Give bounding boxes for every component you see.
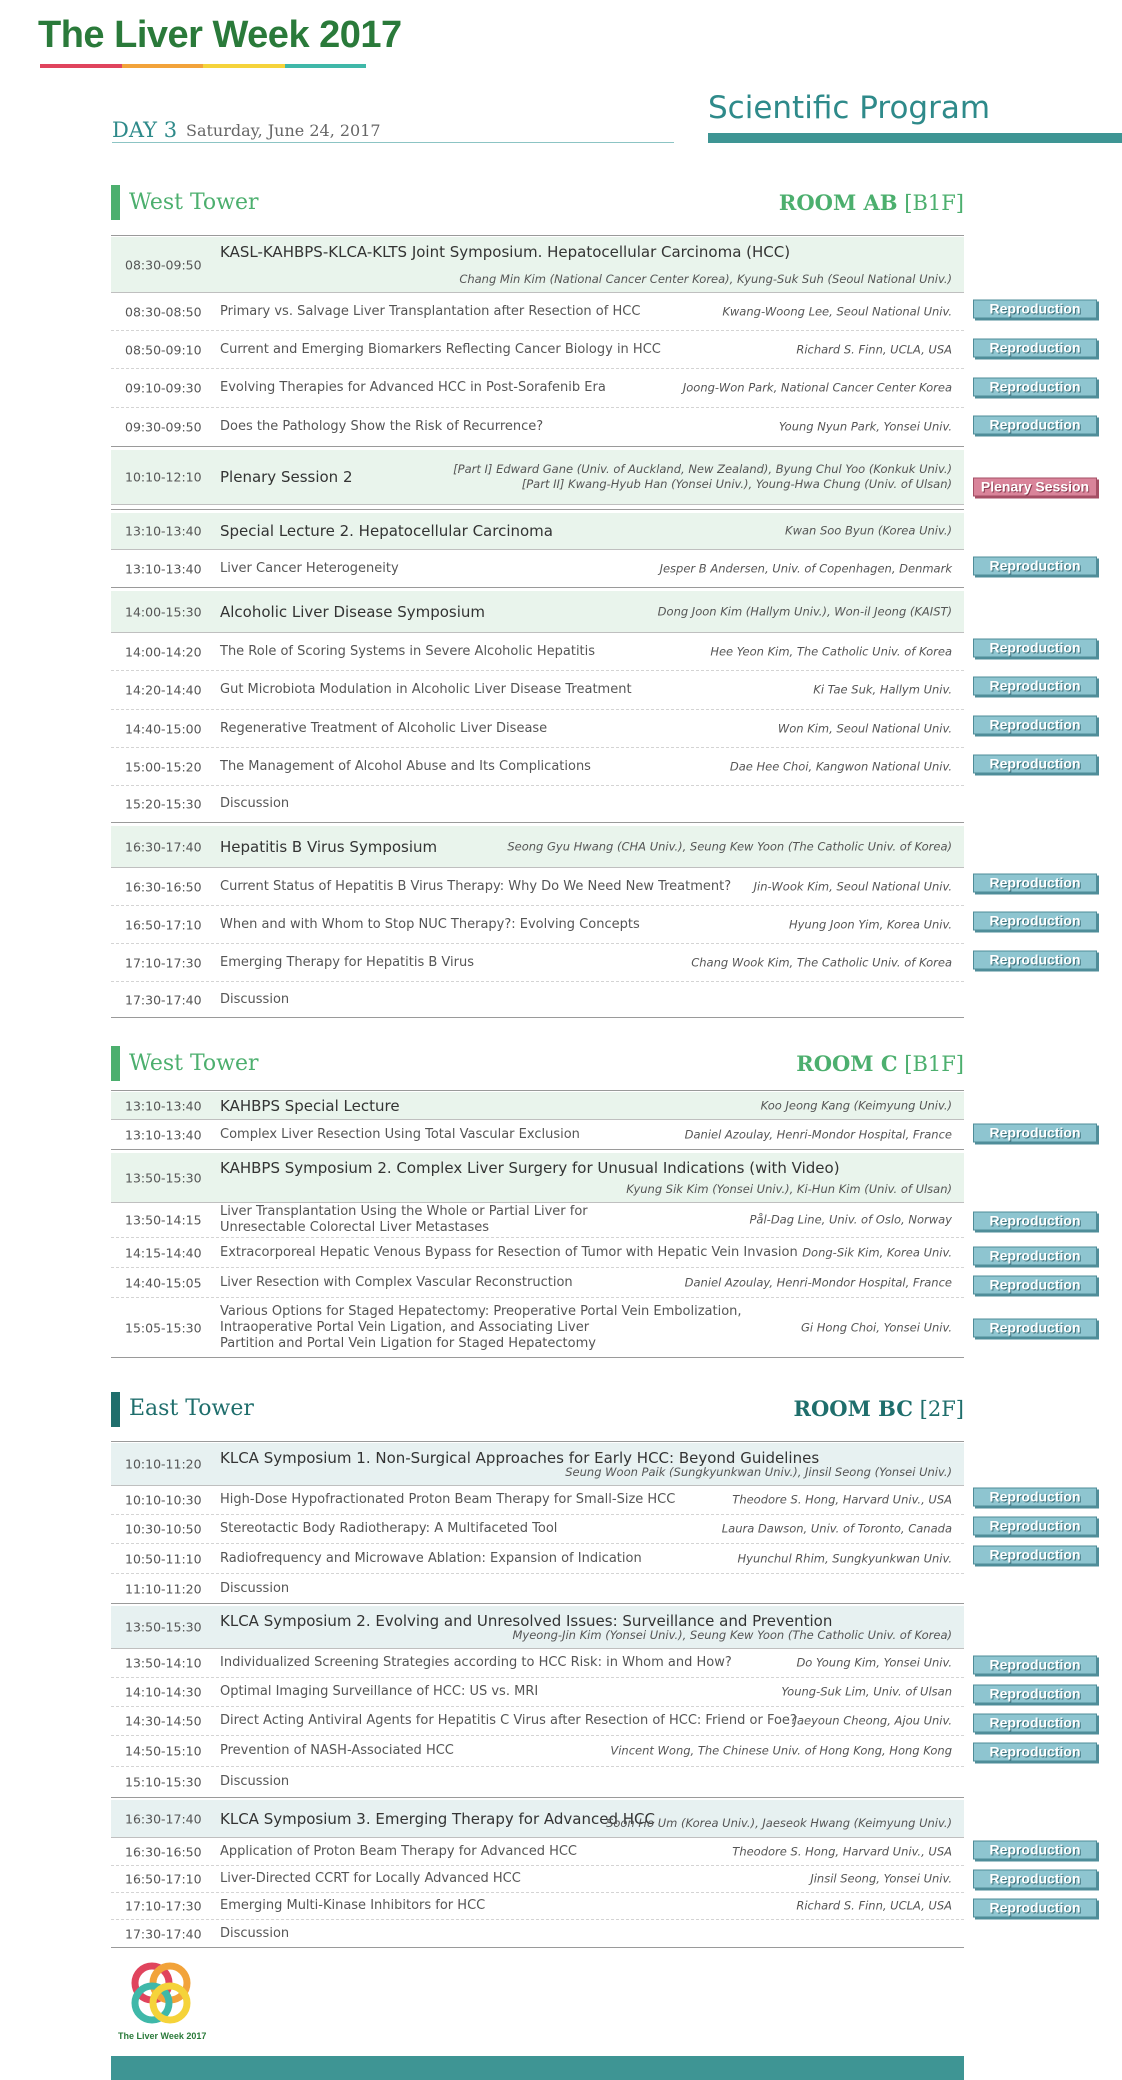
session-chairs: Dong Joon Kim (Hallym Univ.), Won-il Jeong (KAIST): [657, 604, 952, 618]
talk-speaker: Jinsil Seong, Yonsei Univ.: [810, 1871, 952, 1886]
talk-row: [111, 1574, 964, 1603]
talk-title: Optimal Imaging Surveillance of HCC: US vs. MRI: [220, 1684, 539, 1699]
talk-title: Current Status of Hepatitis B Virus Therapy: Why Do We Need New Treatment?: [220, 878, 732, 894]
session-chairs: Chang Min Kim (National Cancer Center Korea), Kyung-Suk Suh (Seoul National Univ.): [459, 272, 952, 286]
talk-speaker: Theodore S. Hong, Harvard Univ., USA: [732, 1844, 952, 1858]
talk-row: [111, 906, 964, 944]
talk-title: Complex Liver Resection Using Total Vascular Exclusion: [220, 1126, 580, 1142]
session-title: KLCA Symposium 3. Emerging Therapy for Advanced HCC: [220, 1809, 655, 1828]
talk-title: Liver Cancer Heterogeneity: [220, 560, 399, 576]
talk-speaker: Theodore S. Hong, Harvard Univ., USA: [732, 1492, 952, 1507]
section-tower: West Tower: [129, 1051, 259, 1076]
reproduction-button[interactable]: Reproduction: [973, 1212, 1097, 1231]
session-header-row: [111, 591, 964, 633]
session-chairs: Seung Woon Paik (Sungkyunkwan Univ.), Jinsil Seong (Yonsei Univ.): [565, 1465, 952, 1479]
day-divider: [112, 142, 674, 143]
talk-row: [111, 293, 964, 331]
talk-time: 13:50-14:10: [125, 1655, 202, 1671]
talk-speaker: Richard S. Finn, UCLA, USA: [796, 1898, 952, 1913]
session-time: 08:30-09:50: [125, 257, 202, 272]
talk-title: Does the Pathology Show the Risk of Recurrence?: [220, 419, 544, 434]
reproduction-button[interactable]: Reproduction: [973, 378, 1097, 397]
talk-title: Gut Microbiota Modulation in Alcoholic Liver Disease Treatment: [220, 682, 632, 697]
brand-color-segment: [122, 64, 204, 68]
talk-speaker: Young-Suk Lim, Univ. of Ulsan: [781, 1684, 952, 1699]
talk-speaker: Gi Hong Choi, Yonsei Univ.: [801, 1320, 952, 1334]
talk-speaker: Hee Yeon Kim, The Catholic Univ. of Korea: [710, 644, 952, 658]
talk-time: 11:10-11:20: [125, 1581, 202, 1596]
talk-speaker: Dae Hee Choi, Kangwon National Univ.: [729, 759, 952, 773]
talk-row: [111, 1866, 964, 1893]
talk-title-line-1: Liver Transplantation Using the Whole or Partial Liver for: [220, 1204, 588, 1219]
section-divider: [111, 446, 964, 447]
session-header-row: [111, 1800, 964, 1838]
reproduction-button[interactable]: Reproduction: [973, 1517, 1097, 1536]
talk-time: 10:50-11:10: [125, 1551, 202, 1566]
talk-row: [111, 369, 964, 408]
talk-speaker: Dong-Sik Kim, Korea Univ.: [802, 1245, 952, 1259]
talk-time: 16:30-16:50: [125, 1844, 202, 1859]
talk-time: 16:30-16:50: [125, 879, 202, 894]
talk-row: [111, 748, 964, 786]
talk-speaker: Daniel Azoulay, Henri-Mondor Hospital, France: [684, 1127, 952, 1141]
talk-row: [111, 982, 964, 1017]
talk-row: [111, 868, 964, 906]
talk-time: 14:20-14:40: [125, 682, 202, 698]
talk-time: 14:40-15:00: [125, 721, 202, 736]
talk-title: Extracorporeal Hepatic Venous Bypass for Resection of Tumor with Hepatic Vein Invasion: [220, 1244, 798, 1260]
reproduction-button[interactable]: Reproduction: [973, 1870, 1097, 1889]
section-divider: [111, 587, 964, 588]
talk-row: [111, 1767, 964, 1797]
reproduction-button[interactable]: Reproduction: [973, 416, 1097, 435]
talk-row: [111, 1544, 964, 1574]
session-title: KASL-KAHBPS-KLCA-KLTS Joint Symposium. Hepatocellular Carcinoma (HCC): [220, 243, 791, 261]
section-divider: [111, 509, 964, 510]
section-divider: [111, 1017, 964, 1018]
chairs-part-2: [Part II] Kwang-Hyub Han (Yonsei Univ.), Young-Hwa Chung (Univ. of Ulsan): [521, 477, 952, 491]
brand-color-segment: [203, 64, 285, 68]
brand-color-line: [40, 64, 366, 68]
talk-title: The Role of Scoring Systems in Severe Alcoholic Hepatitis: [220, 643, 596, 659]
talk-title: Emerging Multi-Kinase Inhibitors for HCC: [220, 1898, 486, 1913]
reproduction-button[interactable]: Reproduction: [973, 1656, 1097, 1675]
reproduction-button[interactable]: Reproduction: [973, 1319, 1097, 1338]
section-divider: [111, 1357, 964, 1358]
session-chairs: Koo Jeong Kang (Keimyung Univ.): [760, 1098, 952, 1112]
brand-color-segment: [285, 64, 367, 68]
section-room: [604, 1051, 964, 1076]
talk-row: [111, 1707, 964, 1736]
talk-title: Direct Acting Antiviral Agents for Hepatitis C Virus after Resection of HCC: Friend or Foe?: [220, 1713, 797, 1728]
talk-title: Individualized Screening Strategies according to HCC Risk: in Whom and How?: [220, 1655, 732, 1670]
talk-title: [220, 1204, 588, 1236]
session-title: Hepatitis B Virus Symposium: [220, 837, 438, 856]
talk-speaker: Laura Dawson, Univ. of Toronto, Canada: [721, 1521, 952, 1536]
talk-row: [111, 1268, 964, 1298]
talk-time: 13:50-14:15: [125, 1212, 202, 1228]
session-time: 10:10-12:10: [125, 469, 202, 485]
day-label: DAY 3: [112, 118, 178, 142]
talk-row: [111, 944, 964, 982]
talk-row: [111, 633, 964, 671]
talk-row: [111, 671, 964, 710]
talk-row: [111, 1515, 964, 1544]
talk-row: [111, 1120, 964, 1149]
talk-row: [111, 550, 964, 587]
reproduction-button[interactable]: Reproduction: [973, 639, 1097, 658]
session-header-row: [111, 237, 964, 293]
talk-title: Discussion: [220, 1925, 290, 1941]
talk-title: When and with Whom to Stop NUC Therapy?: Evolving Concepts: [220, 916, 640, 932]
talk-title: Liver-Directed CCRT for Locally Advanced HCC: [220, 1871, 521, 1886]
session-header-row: [111, 450, 964, 505]
talk-speaker: Vincent Wong, The Chinese Univ. of Hong Kong, Hong Kong: [610, 1743, 952, 1758]
room-name: ROOM AB: [778, 190, 898, 215]
session-header-row: [111, 1606, 964, 1649]
chairs-part-1: [Part I] Edward Gane (Univ. of Auckland, New Zealand), Byung Chul Yoo (Konkuk Univ.): [453, 462, 952, 476]
talk-time: 10:10-10:30: [125, 1492, 202, 1508]
talk-title: Regenerative Treatment of Alcoholic Liver Disease: [220, 720, 548, 736]
talk-row: [111, 1486, 964, 1515]
reproduction-button[interactable]: Reproduction: [973, 677, 1097, 696]
session-header-row: [111, 1443, 964, 1486]
reproduction-button[interactable]: Reproduction: [973, 1841, 1097, 1860]
session-chairs: Kyung Sik Kim (Yonsei Univ.), Ki-Hun Kim (Univ. of Ulsan): [626, 1182, 952, 1196]
reproduction-button[interactable]: Reproduction: [973, 1488, 1097, 1507]
section-tower: East Tower: [129, 1396, 254, 1421]
talk-title: High-Dose Hypofractionated Proton Beam Therapy for Small-Size HCC: [220, 1492, 676, 1507]
room-floor: [2F]: [919, 1397, 964, 1421]
section-divider: [111, 1441, 964, 1442]
reproduction-button[interactable]: Reproduction: [973, 951, 1097, 970]
talk-time: 16:50-17:10: [125, 917, 202, 932]
talk-row: [111, 1893, 964, 1920]
session-time: 14:00-15:30: [125, 604, 202, 619]
talk-time: 14:10-14:30: [125, 1684, 202, 1700]
talk-speaker: Hyunchul Rhim, Sungkyunkwan Univ.: [737, 1551, 952, 1565]
talk-speaker: Chang Wook Kim, The Catholic Univ. of Korea: [691, 955, 952, 969]
talk-title: [220, 1304, 742, 1352]
talk-title: Discussion: [220, 991, 290, 1007]
talk-time: 17:30-17:40: [125, 992, 202, 1007]
talk-speaker: Jin-Wook Kim, Seoul National Univ.: [753, 879, 952, 893]
talk-row: [111, 1736, 964, 1767]
talk-row: [111, 408, 964, 446]
talk-row: [111, 331, 964, 369]
reproduction-button[interactable]: Reproduction: [973, 912, 1097, 931]
section-marker: [111, 1392, 120, 1427]
talk-row: [111, 1678, 964, 1707]
talk-row: [111, 1920, 964, 1947]
section-divider: [111, 1603, 964, 1604]
talk-time: 17:30-17:40: [125, 1926, 202, 1941]
section-divider: [111, 1149, 964, 1150]
section-room: [604, 1396, 964, 1421]
session-title: Plenary Session 2: [220, 468, 353, 486]
section-divider: [111, 235, 964, 236]
talk-row: [111, 786, 964, 822]
session-chairs: [453, 462, 952, 492]
talk-title-line-2: Intraoperative Portal Vein Ligation, and Associating Liver: [220, 1319, 590, 1335]
logo-caption: The Liver Week 2017: [118, 2031, 207, 2041]
talk-title: Application of Proton Beam Therapy for Advanced HCC: [220, 1843, 578, 1859]
plenary-session-button[interactable]: Plenary Session: [973, 478, 1097, 497]
liver-week-logo-icon: [122, 1955, 200, 2033]
reproduction-button[interactable]: Reproduction: [973, 339, 1097, 358]
reproduction-button[interactable]: Reproduction: [973, 716, 1097, 735]
talk-row: [111, 1649, 964, 1678]
talk-title: Emerging Therapy for Hepatitis B Virus: [220, 954, 474, 970]
reproduction-button[interactable]: Reproduction: [973, 1714, 1097, 1733]
footer-bar: [111, 2056, 964, 2080]
reproduction-button[interactable]: Reproduction: [973, 1247, 1097, 1266]
talk-time: 14:40-15:05: [125, 1275, 202, 1290]
session-title: Special Lecture 2. Hepatocellular Carcinoma: [220, 522, 553, 540]
talk-time: 14:00-14:20: [125, 644, 202, 659]
talk-time: 14:30-14:50: [125, 1713, 202, 1729]
session-title: KLCA Symposium 1. Non-Surgical Approaches for Early HCC: Beyond Guidelines: [220, 1449, 820, 1467]
talk-time: 09:10-09:30: [125, 380, 202, 396]
talk-time: 13:10-13:40: [125, 561, 202, 576]
talk-time: 17:10-17:30: [125, 955, 202, 970]
session-chairs: Kwan Soo Byun (Korea Univ.): [785, 523, 952, 538]
section-room: [604, 190, 964, 215]
talk-speaker: Jesper B Andersen, Univ. of Copenhagen, Denmark: [659, 561, 952, 575]
session-time: 13:10-13:40: [125, 1098, 202, 1113]
talk-title: Primary vs. Salvage Liver Transplantation after Resection of HCC: [220, 303, 641, 319]
talk-title: Discussion: [220, 796, 290, 811]
section-divider: [111, 822, 964, 823]
section-divider: [111, 1947, 964, 1948]
talk-time: 17:10-17:30: [125, 1898, 202, 1914]
room-floor: [B1F]: [904, 1052, 964, 1076]
talk-row: [111, 1203, 964, 1238]
talk-title: Discussion: [220, 1580, 290, 1596]
day-date: Saturday, June 24, 2017: [186, 121, 381, 140]
talk-title: Prevention of NASH-Associated HCC: [220, 1743, 454, 1758]
reproduction-button[interactable]: Reproduction: [973, 755, 1097, 774]
talk-title: Current and Emerging Biomarkers Reflecting Cancer Biology in HCC: [220, 341, 661, 357]
reproduction-button[interactable]: Reproduction: [973, 1124, 1097, 1143]
session-time: 13:10-13:40: [125, 523, 202, 539]
talk-speaker: Hyung Joon Yim, Korea Univ.: [788, 917, 952, 931]
room-floor: [B1F]: [904, 191, 964, 215]
talk-speaker: Pål-Dag Line, Univ. of Oslo, Norway: [749, 1212, 952, 1227]
talk-time: 13:10-13:40: [125, 1127, 202, 1142]
talk-time: 14:50-15:10: [125, 1743, 202, 1759]
talk-time: 08:30-08:50: [125, 304, 202, 319]
talk-title-line-3: Partition and Portal Vein Ligation for Staged Hepatectomy: [220, 1335, 596, 1351]
talk-title: Stereotactic Body Radiotherapy: A Multifaceted Tool: [220, 1521, 558, 1536]
talk-time: 08:50-09:10: [125, 342, 202, 357]
talk-speaker: Joong-Won Park, National Cancer Center Korea: [682, 380, 952, 395]
talk-speaker: Daniel Azoulay, Henri-Mondor Hospital, France: [684, 1275, 952, 1289]
reproduction-button[interactable]: Reproduction: [973, 1546, 1097, 1565]
session-title: KAHBPS Symposium 2. Complex Liver Surgery for Unusual Indications (with Video): [220, 1159, 840, 1177]
talk-time: 15:05-15:30: [125, 1320, 202, 1335]
session-header-row: [111, 1153, 964, 1203]
section-marker: [111, 1046, 120, 1081]
session-chairs: Soon Ho Um (Korea Univ.), Jaeseok Hwang (Keimyung Univ.): [606, 1816, 952, 1830]
talk-time: 16:50-17:10: [125, 1871, 202, 1887]
brand-color-segment: [40, 64, 122, 68]
session-header-row: [111, 513, 964, 550]
session-time: 13:50-15:30: [125, 1170, 202, 1185]
session-time: 10:10-11:20: [125, 1456, 202, 1472]
talk-time: 15:00-15:20: [125, 759, 202, 774]
talk-title: The Management of Alcohol Abuse and Its Complications: [220, 758, 591, 774]
talk-time: 15:20-15:30: [125, 796, 202, 812]
reproduction-button[interactable]: Reproduction: [973, 557, 1097, 576]
talk-row: [111, 710, 964, 748]
brand-title: The Liver Week 2017: [38, 14, 402, 56]
section-divider: [111, 1797, 964, 1798]
session-chairs: Seong Gyu Hwang (CHA Univ.), Seung Kew Yoon (The Catholic Univ. of Korea): [507, 839, 952, 853]
session-time: 16:30-17:40: [125, 839, 202, 854]
talk-speaker: Kwang-Woong Lee, Seoul National Univ.: [722, 304, 952, 318]
talk-title: Evolving Therapies for Advanced HCC in Post-Sorafenib Era: [220, 380, 606, 395]
talk-speaker: Jaeyoun Cheong, Ajou Univ.: [793, 1713, 952, 1728]
session-time: 13:50-15:30: [125, 1619, 202, 1635]
section-tower: West Tower: [129, 190, 259, 215]
session-title: KAHBPS Special Lecture: [220, 1096, 400, 1115]
session-time: 16:30-17:40: [125, 1811, 202, 1826]
reproduction-button[interactable]: Reproduction: [973, 1276, 1097, 1295]
section-divider: [111, 1090, 964, 1091]
program-title-bar: [708, 133, 1122, 143]
reproduction-button[interactable]: Reproduction: [973, 874, 1097, 893]
session-chairs: Myeong-Jin Kim (Yonsei Univ.), Seung Kew Yoon (The Catholic Univ. of Korea): [512, 1628, 952, 1642]
talk-row: [111, 1838, 964, 1866]
talk-time: 10:30-10:50: [125, 1521, 202, 1537]
reproduction-button[interactable]: Reproduction: [973, 1743, 1097, 1762]
session-header-row: [111, 1092, 964, 1120]
section-marker: [111, 185, 120, 220]
session-title: Alcoholic Liver Disease Symposium: [220, 602, 486, 621]
talk-speaker: Ki Tae Suk, Hallym Univ.: [813, 682, 952, 697]
talk-title-line-1: Various Options for Staged Hepatectomy: Preoperative Portal Vein Embolization,: [220, 1303, 742, 1319]
talk-speaker: Young Nyun Park, Yonsei Univ.: [778, 419, 952, 434]
reproduction-button[interactable]: Reproduction: [973, 1685, 1097, 1704]
talk-title: Liver Resection with Complex Vascular Reconstruction: [220, 1274, 573, 1290]
session-title: KLCA Symposium 2. Evolving and Unresolved Issues: Surveillance and Prevention: [220, 1612, 833, 1630]
talk-title: Discussion: [220, 1774, 290, 1789]
room-name: ROOM BC: [793, 1396, 913, 1421]
session-header-row: [111, 826, 964, 868]
talk-time: 15:10-15:30: [125, 1774, 202, 1790]
reproduction-button[interactable]: Reproduction: [973, 1899, 1097, 1918]
talk-row: [111, 1238, 964, 1268]
room-name: ROOM C: [796, 1051, 898, 1076]
talk-speaker: Won Kim, Seoul National Univ.: [777, 721, 952, 735]
talk-speaker: Richard S. Finn, UCLA, USA: [796, 342, 952, 356]
talk-speaker: Do Young Kim, Yonsei Univ.: [796, 1655, 952, 1670]
talk-title-line-2: Unresectable Colorectal Liver Metastases: [220, 1220, 490, 1235]
talk-title: Radiofrequency and Microwave Ablation: Expansion of Indication: [220, 1550, 642, 1566]
talk-time: 14:15-14:40: [125, 1245, 202, 1260]
talk-time: 09:30-09:50: [125, 419, 202, 435]
program-title: Scientific Program: [708, 90, 991, 126]
talk-row: [111, 1298, 964, 1357]
reproduction-button[interactable]: Reproduction: [973, 300, 1097, 319]
